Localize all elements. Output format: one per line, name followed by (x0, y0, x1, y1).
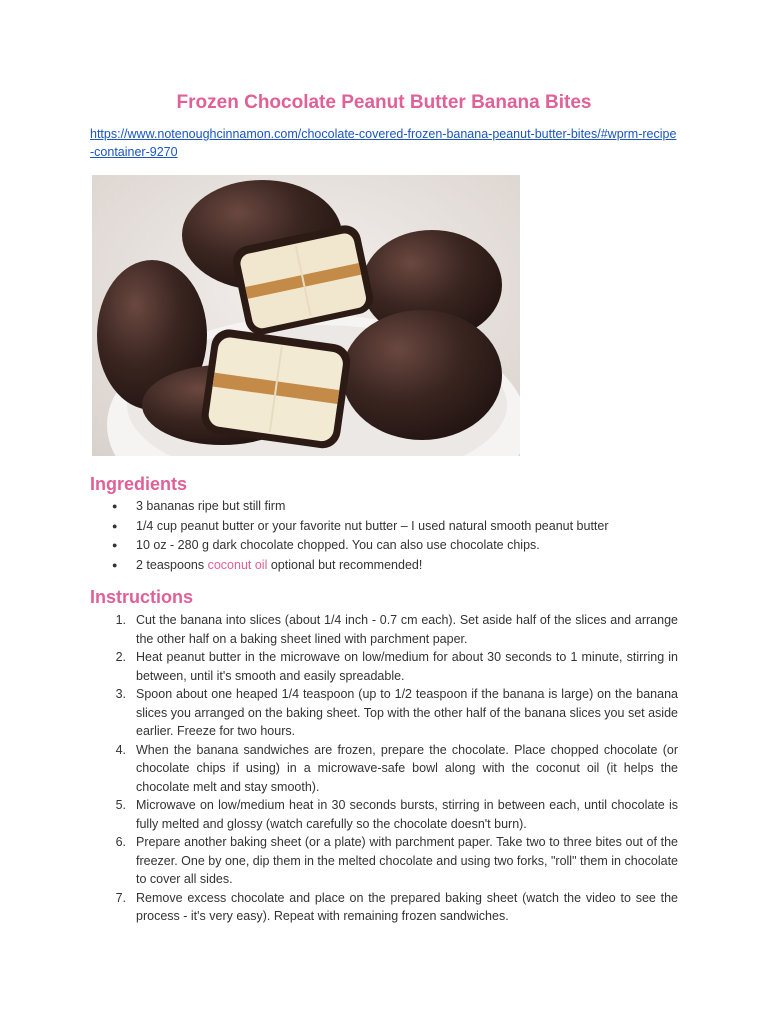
step-number: 6. (115, 835, 126, 849)
step-number: 4. (115, 742, 126, 757)
list-item (106, 611, 678, 648)
step-number: 1. (115, 613, 126, 627)
list-item (112, 556, 692, 576)
step-text: Prepare another baking sheet (or a plate) with parchment paper. Take two to three bites out of the freezer. One by one, dip them in the melted chocolate and using two forks, "roll" them in chocolate to cover all sides. (136, 835, 678, 886)
step-text: Microwave on low/medium heat in 30 seconds bursts, stirring in between each, until chocolate is fully melted and glossy (watch carefully so the chocolate doesn't burn). (136, 798, 678, 831)
list-item (106, 648, 678, 685)
recipe-photo (92, 175, 520, 456)
ingredient-prefix: 2 teaspoons (136, 557, 208, 572)
step-text: Remove excess chocolate and place on the prepared baking sheet (watch the video to see the process - it's very easy). Repeat with remaining frozen sandwiches. (136, 890, 678, 923)
list-item (106, 889, 678, 926)
step-text: When the banana sandwiches are frozen, prepare the chocolate. Place chopped chocolate (or chocolate chips if using) in a microwave-safe bowl along with the coconut oil (it helps the chocolate melt and stay smooth). (136, 742, 678, 794)
instructions-list (106, 611, 678, 926)
list-item (106, 685, 678, 741)
step-number: 5. (115, 798, 126, 812)
list-item (106, 796, 678, 833)
source-link[interactable]: https://www.notenoughcinnamon.com/chocolate-covered-frozen-banana-peanut-butter-bites/#wprm-recipe-container-9270 (90, 127, 677, 159)
step-number: 7. (115, 890, 126, 905)
step-number: 3. (115, 687, 126, 701)
coconut-oil-highlight: coconut oil (207, 557, 268, 572)
step-text: Cut the banana into slices (about 1/4 inch - 0.7 cm each). Set aside half of the slices and arrange the other half on a baking sheet lined with parchment paper. (136, 613, 678, 646)
instructions-heading: Instructions (90, 587, 194, 607)
ingredient-suffix: optional but recommended! (267, 557, 423, 572)
ingredients-list (112, 497, 692, 575)
list-item: ● 3 bananas ripe but still firm (112, 497, 692, 517)
step-number: 2. (115, 650, 126, 664)
page-title: Frozen Chocolate Peanut Butter Banana Bites (176, 92, 592, 113)
list-item: ● 1/4 cup peanut butter or your favorite nut butter – I used natural smooth peanut butter (112, 517, 692, 537)
list-item (106, 833, 678, 889)
step-text: Heat peanut butter in the microwave on low/medium for about 30 seconds to 1 minute, stirring in between, until it's smooth and easily spreadable. (136, 650, 678, 683)
list-item (106, 741, 678, 797)
ingredients-heading: Ingredients (90, 474, 188, 494)
list-item: ● 10 oz - 280 g dark chocolate chopped. You can also use chocolate chips. (112, 536, 692, 556)
step-text: Spoon about one heaped 1/4 teaspoon (up to 1/2 teaspoon if the banana is large) on the banana slices you arranged on the baking sheet. Top with the other half of the banana slices you set aside earlier. Freeze for two hours. (136, 687, 678, 738)
